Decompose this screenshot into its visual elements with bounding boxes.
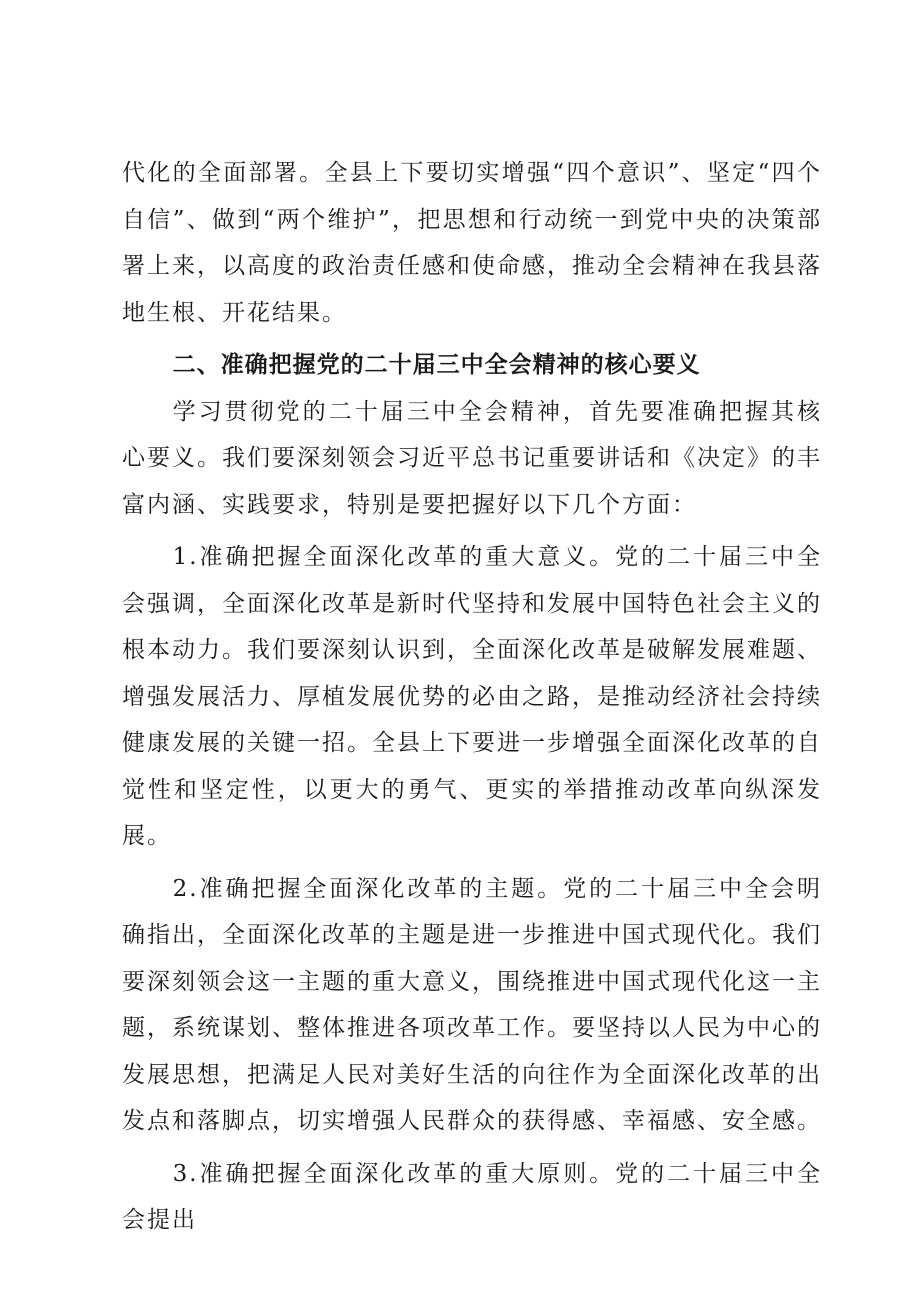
list-item-2: 2.准确把握全面深化改革的主题。党的二十届三中全会明确指出，全面深化改革的主题是进一步推进中国式现代化。我们要深刻领会这一主题的重大意义，围绕推进中国式现代化这一主题，系统谋划、整体推进各项改革工作。要坚持以人民为中心的发展思想，把满足人民对美好生活的向往作为全面深化改革的出发点和落脚点，切实增强人民群众的获得感、幸福感、安全感。	[122, 875, 822, 1134]
document-body	[122, 150, 822, 1244]
intro-paragraph: 学习贯彻党的二十届三中全会精神，首先要准确把握其核心要义。我们要深刻领会习近平总书记重要讲话和《决定》的丰富内涵、实践要求，特别是要把握好以下几个方面：	[122, 398, 822, 518]
section-heading: 二、准确把握党的二十届三中全会精神的核心要义	[172, 352, 701, 378]
list-item-3: 3.准确把握全面深化改革的重大原则。党的二十届三中全会提出	[122, 1160, 822, 1233]
list-item-1: 1.准确把握全面深化改革的重大意义。党的二十届三中全会强调，全面深化改革是新时代坚持和发展中国特色社会主义的根本动力。我们要深刻认识到，全面深化改革是破解发展难题、增强发展活力、厚植发展优势的必由之路，是推动经济社会持续健康发展的关键一招。全县上下要进一步增强全面深化改革的自觉性和坚定性，以更大的勇气、更实的举措推动改革向纵深发展。	[122, 544, 822, 849]
continued-paragraph: 代化的全面部署。全县上下要切实增强“四个意识”、坚定“四个自信”、做到“两个维护”，把思想和行动统一到党中央的决策部署上来，以高度的政治责任感和使命感，推动全会精神在我县落地生根、开花结果。	[122, 160, 822, 326]
